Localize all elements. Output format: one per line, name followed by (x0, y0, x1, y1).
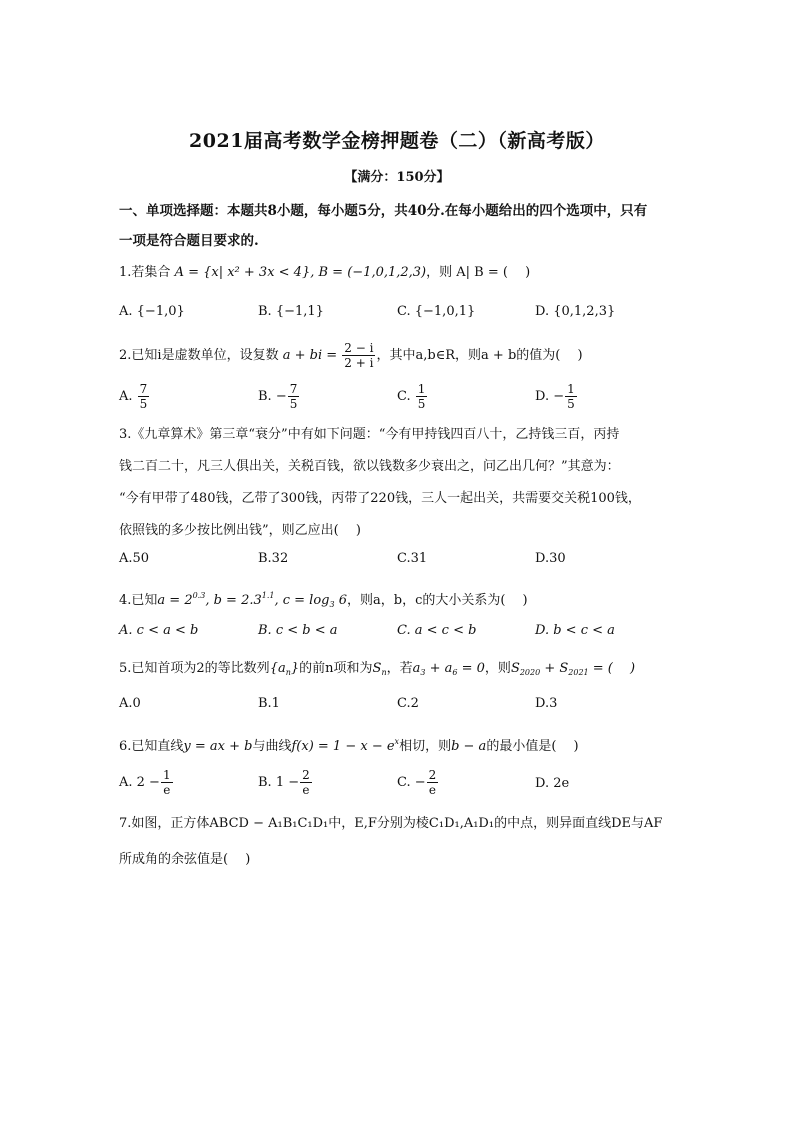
cond-sub-2: 6 (452, 668, 458, 677)
ask-end: = ( ) (588, 661, 636, 676)
sum-s: S (372, 661, 382, 676)
cond-mid: + a (425, 661, 453, 676)
question-2-option-d[interactable] (535, 382, 578, 411)
question-2-fraction-numerator: 2 − i (344, 341, 374, 355)
b-base: , b = 2.3 (205, 593, 262, 608)
option-fraction (427, 768, 439, 797)
c-log: , c = log (274, 593, 330, 608)
question-6 (119, 732, 679, 757)
option-label: B. (258, 389, 272, 404)
option-numerator: 1 (162, 768, 171, 782)
question-4-a (157, 593, 347, 608)
question-2-options (119, 382, 679, 416)
seq-a: {a (269, 661, 286, 676)
a-exponent: 0.3 (192, 591, 206, 600)
section-heading (119, 196, 679, 256)
ask-sub-2: 2021 (568, 668, 589, 677)
question-2-fraction (342, 341, 375, 370)
option-numerator: 7 (289, 382, 298, 396)
option-label: A. 2 − (119, 775, 160, 790)
question-6-text-3: 相切，则 (399, 739, 452, 754)
option-fraction (565, 382, 577, 411)
option-fraction (161, 768, 173, 797)
question-5-option-a[interactable]: A.0 (119, 696, 141, 711)
question-2-fraction-denominator: 2 + i (344, 356, 374, 370)
question-5-option-b[interactable]: B.1 (258, 696, 280, 711)
question-5-sequence (270, 661, 299, 676)
question-1-set-b: , B = (−1,0,1,2,3) (310, 265, 427, 280)
full-score-label: 【满分：150分】 (344, 170, 450, 185)
option-label: C. (397, 389, 411, 404)
ask-s: S (510, 661, 520, 676)
question-4-ask: ，则a，b，c的大小关系为( ) (347, 593, 528, 608)
question-3-line-2: 钱二百二十，凡三人俱出关，关税百钱，欲以钱数多少衰出之，问乙出几何？”其意为： (119, 459, 620, 474)
question-1-set-a: A = {x| x² + 3x < 4} (174, 265, 311, 280)
section-heading-line-1: 一、单项选择题：本题共8小题，每小题5分，共40分.在每小题给出的四个选项中，只有 (119, 203, 648, 219)
question-5-option-c[interactable]: C.2 (397, 696, 419, 711)
option-numerator: 1 (567, 382, 575, 396)
question-1-prefix: 若集合 (131, 265, 171, 280)
question-2 (119, 341, 679, 370)
section-heading-line-2: 一项是符合题目要求的. (119, 233, 259, 249)
question-4 (119, 586, 679, 615)
option-denominator: 5 (139, 397, 148, 411)
question-5-prefix: 5.已知首项为2的等比数列 (119, 661, 270, 676)
question-2-option-b[interactable] (258, 382, 300, 411)
question-6-text-4: 的最小值是( ) (486, 739, 579, 754)
option-label: B. 1 − (258, 775, 300, 790)
question-1-option-a[interactable]: A. {−1,0} (119, 304, 185, 319)
seq-end: } (290, 661, 300, 676)
option-fraction (300, 768, 312, 797)
cond-a: a (412, 661, 421, 676)
option-denominator: 5 (417, 397, 426, 411)
option-label: C. − (397, 775, 426, 790)
question-7-line-1: 7.如图，正方体ABCD − A₁B₁C₁D₁中，E,F分别为棱C₁D₁,A₁D₁的中点，则异面直线DE与AF (119, 816, 663, 831)
a-base: a = 2 (157, 593, 193, 608)
option-fraction (288, 382, 300, 411)
question-2-text-2: ，其中a,b∈R，则a + b的值为( ) (376, 348, 583, 363)
question-2-expression: a + bi = (282, 348, 338, 363)
option-numerator: 7 (139, 382, 148, 396)
option-denominator: e (428, 783, 437, 797)
question-3-option-c[interactable]: C.31 (397, 551, 428, 566)
question-4-option-d[interactable]: D. b < c < a (535, 623, 615, 638)
question-4-prefix: 4.已知 (119, 593, 158, 608)
question-3-option-b[interactable]: B.32 (258, 551, 289, 566)
question-5-condition (413, 661, 485, 676)
question-5-text-4: ，则 (484, 661, 511, 676)
question-6-ask: b − a (451, 739, 487, 754)
question-1-number: 1. (119, 265, 132, 280)
question-1-options (119, 304, 679, 328)
question-5-text-2: 的前n项和为 (299, 661, 373, 676)
question-2-option-c[interactable] (397, 382, 428, 411)
question-5-options (119, 696, 679, 720)
question-6-option-b[interactable] (258, 768, 313, 797)
question-1-option-d[interactable]: D. {0,1,2,3} (535, 304, 616, 319)
question-3-option-a[interactable]: A.50 (119, 551, 150, 566)
b-exponent: 1.1 (261, 591, 275, 600)
option-denominator: 5 (289, 397, 298, 411)
question-6-prefix: 6.已知直线 (119, 739, 184, 754)
question-1-option-b[interactable]: B. {−1,1} (258, 304, 324, 319)
question-4-option-b[interactable]: B. c < b < a (258, 623, 338, 638)
question-3-line-4: 依照钱的多少按比例出钱”，则乙应出( ) (119, 523, 361, 538)
question-1-option-c[interactable]: C. {−1,0,1} (397, 304, 476, 319)
question-2-number: 2. (119, 348, 132, 363)
question-3-line-1: 3.《九章算术》第三章“衰分”中有如下问题：“今有甲持钱四百八十，乙持钱三百，丙持 (119, 427, 620, 442)
option-denominator: e (302, 783, 310, 797)
option-numerator: 2 (302, 768, 310, 782)
question-5-option-d[interactable]: D.3 (535, 696, 558, 711)
question-6-option-c[interactable] (397, 768, 439, 797)
question-6-options (119, 768, 679, 802)
option-sign: − (553, 389, 565, 404)
question-7-line-2: 所成角的余弦值是( ) (119, 852, 251, 867)
question-6-option-a[interactable] (119, 768, 174, 797)
c-log-base: 3 (329, 600, 335, 609)
seq-sub: n (285, 668, 291, 677)
option-label: D. (535, 389, 550, 404)
ask-sub-1: 2020 (519, 668, 541, 677)
question-6-curve (291, 739, 399, 754)
option-numerator: 1 (417, 382, 426, 396)
question-5-ask (511, 661, 635, 676)
question-6-option-d[interactable]: D. 2e (535, 776, 570, 791)
question-3-line-3: “今有甲带了480钱，乙带了300钱，丙带了220钱，三人一起出关，共需要交关税100钱， (119, 491, 641, 506)
question-5 (119, 659, 679, 683)
question-4-options (119, 623, 679, 647)
question-2-option-a[interactable] (119, 382, 150, 411)
curve-expr: f(x) = 1 − x − e (291, 739, 395, 754)
question-6-text-2: 与曲线 (252, 739, 292, 754)
question-5-sum (373, 661, 387, 676)
question-4-option-a[interactable]: A. c < a < b (119, 623, 199, 638)
question-7 (119, 814, 679, 874)
ask-mid: + S (540, 661, 569, 676)
option-numerator: 2 (428, 768, 437, 782)
question-3-options (119, 551, 679, 575)
cond-end: = 0 (457, 661, 485, 676)
question-4-option-c[interactable]: C. a < c < b (397, 623, 477, 638)
option-sign: − (275, 389, 287, 404)
page-title: 2021届高考数学金榜押题卷（二）（新高考版） (189, 130, 605, 152)
cond-sub-1: 3 (420, 668, 426, 677)
question-1-ask: ，则 A| B = ( ) (426, 265, 531, 280)
question-3 (119, 425, 679, 553)
option-fraction (138, 382, 150, 411)
option-label: A. (119, 389, 133, 404)
question-2-text-1: 已知i是虚数单位，设复数 (131, 348, 279, 363)
sum-sub: n (381, 668, 387, 677)
option-fraction (416, 382, 428, 411)
option-denominator: e (163, 783, 171, 797)
curve-exponent: x (394, 737, 400, 746)
question-3-option-d[interactable]: D.30 (535, 551, 566, 566)
question-6-line: y = ax + b (183, 739, 253, 754)
question-1 (119, 263, 679, 283)
c-log-arg: 6 (334, 593, 347, 608)
question-5-text-3: ，若 (386, 661, 413, 676)
option-denominator: 5 (567, 397, 575, 411)
